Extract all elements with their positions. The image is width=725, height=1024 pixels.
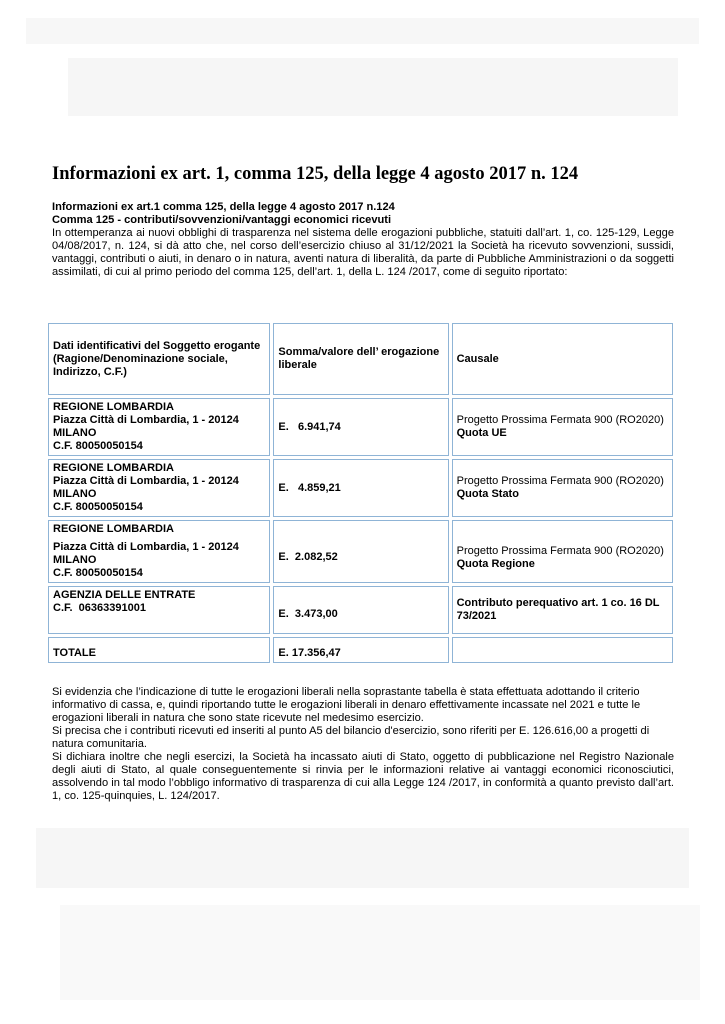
- outro-paragraph-aiuti: Si dichiara inoltre che negli esercizi, la Società ha incassato aiuti di Stato, oggetto di pubblicazione nel Registro Nazionale degli aiuti di Stato, al quale conseguentemente si rinvia per le informazioni relative ai vantaggi economici riconosciutici, assolvendo in tal modo l’obbligo informativo di trasparenza di cui alla Legge 124 /2017, in conformità a quanto previsto dall’art. 1, co. 125-quinquies, L. 124/2017.: [52, 751, 674, 802]
- header-soggetto: Dati identificativi del Soggetto erogante (Ragione/Denominazione sociale, Indirizzo, C.F.): [48, 323, 270, 395]
- soggetto-cf: C.F. 80050050154: [53, 440, 143, 452]
- scan-shade-bottom: [36, 828, 689, 888]
- causale-quota: Quota UE: [456, 427, 507, 439]
- cell-soggetto: [48, 520, 270, 583]
- soggetto-name: REGIONE LOMBARDIA: [53, 462, 174, 474]
- table-total-row: [48, 637, 673, 663]
- page-title: Informazioni ex art. 1, comma 125, della legge 4 agosto 2017 n. 124: [52, 164, 579, 184]
- outro-section: [52, 686, 674, 803]
- header-somma: Somma/valore dell’ erogazione liberale: [273, 323, 448, 395]
- scan-shade-top: [26, 18, 699, 44]
- intro-subheading: Comma 125 - contributi/sovvenzioni/vantaggi economici ricevuti: [52, 214, 392, 226]
- erogazioni-table: [45, 320, 676, 666]
- causale-text: Progetto Prossima Fermata 900 (RO2020): [456, 414, 664, 426]
- outro-paragraph-cassa: Si evidenzia che l’indicazione di tutte le erogazioni liberali nella soprastante tabella è stata effettuata adottando il criterio informativo di cassa, e, quindi riportando tutte le erogazioni liberali in denaro effettivamente incassate nel 2021 e tutte le erogazioni liberali in natura che sono state ricevute nel medesimo esercizio.: [52, 686, 641, 724]
- total-empty-cell: [452, 637, 673, 663]
- cell-amount: E. 4.859,21: [273, 459, 448, 517]
- scan-shade-header: [68, 58, 678, 116]
- soggetto-address: Piazza Città di Lombardia, 1 - 20124 MILANO: [53, 414, 239, 439]
- cell-soggetto: [48, 459, 270, 517]
- causale-quota: Quota Regione: [456, 557, 535, 570]
- soggetto-cf: C.F. 06363391001: [53, 602, 146, 614]
- intro-heading: Informazioni ex art.1 comma 125, della legge 4 agosto 2017 n.124: [52, 201, 395, 213]
- soggetto-name: REGIONE LOMBARDIA: [53, 401, 174, 413]
- cell-amount: E. 3.473,00: [273, 586, 448, 634]
- soggetto-name: REGIONE LOMBARDIA: [53, 523, 174, 535]
- cell-amount: E. 6.941,74: [273, 398, 448, 456]
- cell-amount: E. 2.082,52: [273, 520, 448, 583]
- header-causale: Causale: [452, 323, 673, 395]
- intro-paragraph: In ottemperanza ai nuovi obblighi di trasparenza nel sistema delle erogazioni pubbliche, statuiti dall’art. 1, co. 125-129, Legge 04/08/2017, n. 124, si dà atto che, nel corso dell’esercizio chiuso al 31/12/2021 la Società ha ricevuto sovvenzioni, sussidi, vantaggi, contributi o aiuti, in denaro o in natura, aventi natura di liberalità, da parte di Pubbliche Amministrazioni o da soggetti assimilati, di cui al primo periodo del comma 125, dell’art. 1, della L. 124 /2017, come di seguito riportato:: [52, 227, 674, 278]
- table-row: [48, 459, 673, 517]
- cell-causale: Contributo perequativo art. 1 co. 16 DL 73/2021: [452, 586, 673, 634]
- causale-text: Progetto Prossima Fermata 900 (RO2020): [456, 544, 664, 557]
- soggetto-address: Piazza Città di Lombardia, 1 - 20124 MILANO: [53, 541, 239, 566]
- soggetto-cf: C.F. 80050050154: [53, 567, 143, 579]
- causale-quota: Quota Stato: [456, 488, 519, 500]
- table-row: [48, 398, 673, 456]
- table-header-row: [48, 323, 673, 395]
- cell-soggetto: [48, 586, 270, 634]
- table-row: [48, 586, 673, 634]
- total-label: TOTALE: [48, 637, 270, 663]
- intro-section: [52, 201, 674, 279]
- soggetto-cf: C.F. 80050050154: [53, 501, 143, 513]
- cell-causale: [452, 459, 673, 517]
- cell-soggetto: [48, 398, 270, 456]
- cell-causale: [452, 520, 673, 583]
- scan-shade-footer: [60, 905, 700, 1000]
- outro-paragraph-contributi: Si precisa che i contributi ricevuti ed inseriti al punto A5 del bilancio d'esercizio, sono riferiti per E. 126.616,00 a progetti di natura comunitaria.: [52, 725, 650, 750]
- soggetto-address: Piazza Città di Lombardia, 1 - 20124 MILANO: [53, 475, 239, 500]
- cell-causale: [452, 398, 673, 456]
- table-row: [48, 520, 673, 583]
- total-amount: E. 17.356,47: [273, 637, 448, 663]
- soggetto-name: AGENZIA DELLE ENTRATE: [53, 589, 196, 601]
- causale-text: Progetto Prossima Fermata 900 (RO2020): [456, 475, 664, 487]
